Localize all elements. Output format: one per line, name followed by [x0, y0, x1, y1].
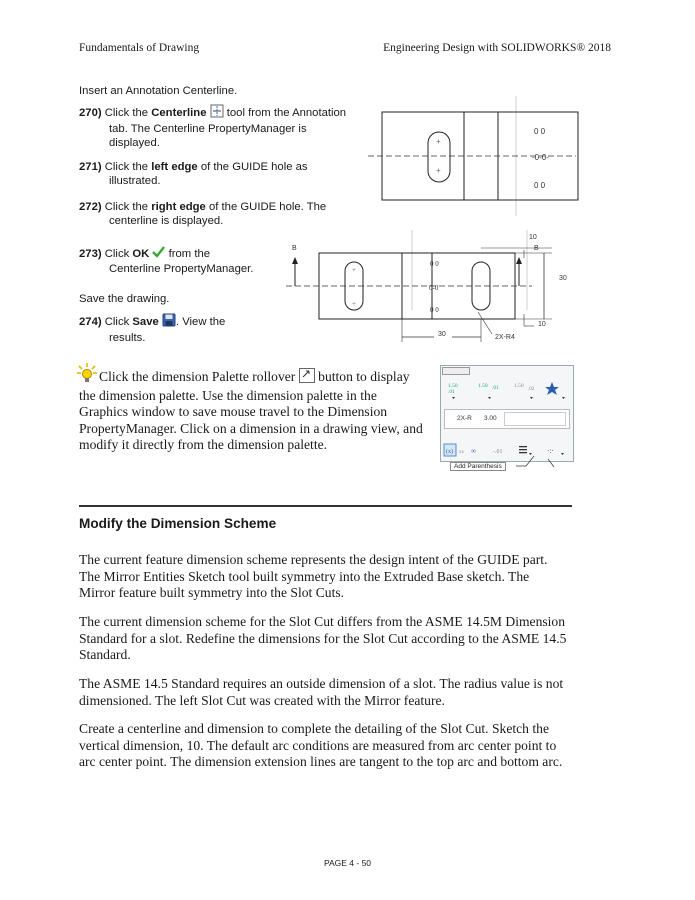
dimension-10-right: 10 [538, 321, 546, 328]
svg-text:1.50: 1.50 [478, 383, 488, 389]
palette-field-prefix[interactable]: 2X-R [457, 415, 472, 422]
svg-text:0 0: 0 0 [430, 306, 439, 314]
step-272: 272) Click the right edge of the GUIDE hole. The centerline is displayed. [79, 201, 327, 227]
add-parenthesis-tooltip: Add Parenthesis [450, 462, 506, 471]
paragraph-3: The ASME 14.5 Standard requires an outside dimension of a slot. The radius value is not dimensioned. The left Slot Cut was created with the Mirror feature. [79, 676, 564, 708]
tip-paragraph: Click the dimension Palette rollover button to display the dimension palette. Use the dimension palette in the Graphics window to save mouse travel to the Dimension PropertyManager. Click on a dimension in a drawing view, and modify it directly from the dimension palette. [79, 368, 423, 452]
svg-text:∞: ∞ [471, 447, 476, 455]
section-divider [79, 505, 572, 507]
save-disk-icon [162, 313, 176, 331]
view-label-b-left: B [292, 245, 297, 252]
paragraph-2: The current dimension scheme for the Slot Cut differs from the ASME 14.5M Dimension Standard for a slot. Redefine the dimensions for the Slot Cut according to the ASME 14.5 Standard. [79, 614, 567, 662]
section-title: Modify the Dimension Scheme [79, 516, 277, 531]
step-274: 274) Click Save . View the results. [79, 313, 299, 345]
svg-text:-.01: -.01 [493, 449, 503, 455]
palette-field-value[interactable]: 3.00 [484, 415, 497, 422]
svg-text:.01: .01 [448, 389, 455, 395]
svg-text:.01: .01 [492, 385, 499, 391]
svg-text:xx: xx [459, 450, 464, 455]
svg-text:0 0: 0 0 [430, 260, 439, 268]
palette-field-empty[interactable] [504, 412, 566, 426]
svg-text:+: + [436, 166, 441, 175]
page-number: PAGE 4 - 50 [323, 858, 372, 868]
svg-text:0 0: 0 0 [534, 181, 546, 190]
dimension-30-bottom: 30 [438, 331, 446, 338]
svg-text:·:·: ·:· [547, 447, 554, 455]
dimension-palette-rollover-icon [299, 368, 315, 388]
save-drawing-text: Save the drawing. [79, 293, 170, 305]
svg-text:(x): (x) [446, 449, 453, 455]
running-header-right: Engineering Design with SOLIDWORKS® 2018 [383, 42, 611, 54]
ok-checkmark-icon [152, 246, 165, 262]
step-270: 270) Click the Centerline tool from the Annotation tab. The Centerline PropertyManager is displayed. [79, 104, 369, 150]
view-label-b-right: B [534, 245, 539, 252]
centerline-tool-icon [210, 104, 224, 122]
svg-text:1.50: 1.50 [514, 383, 524, 389]
svg-text:1.50: 1.50 [448, 383, 458, 389]
dimension-30-right: 30 [559, 275, 567, 282]
step-271: 271) Click the left edge of the GUIDE hole as illustrated. [79, 161, 308, 187]
svg-text:+: + [352, 266, 356, 274]
intro-text: Insert an Annotation Centerline. [79, 85, 238, 97]
svg-text:-0-0-: -0-0- [532, 153, 549, 162]
svg-text:.02: .02 [528, 387, 535, 392]
dimension-2x-r4: 2X-R4 [495, 334, 515, 341]
guide-part-drawing-centerline [366, 96, 598, 216]
svg-text:+: + [436, 137, 441, 146]
palette-tolerance-buttons[interactable] [444, 378, 568, 400]
paragraph-1: The current feature dimension scheme represents the design intent of the GUIDE part. The Mirror Entities Sketch tool built symmetry into the Extruded Base sketch. The Mirror feature built symmetry into the Slot Cuts. [79, 552, 548, 600]
svg-text:0 0: 0 0 [534, 127, 546, 136]
dimension-10-top: 10 [529, 234, 537, 241]
svg-text:0-0: 0-0 [429, 284, 439, 292]
step-273: 273) Click OK from the Centerline PropertyManager. [79, 247, 254, 275]
paragraph-4: Create a centerline and dimension to complete the detailing of the Slot Cut. Sketch the vertical dimension, 10. The default arc conditions are measured from arc center point to arc center point. The dimension extension lines are tangent to the top arc and bottom arc. [79, 721, 563, 769]
svg-text:+: + [352, 300, 356, 308]
dimension-palette-screenshot [440, 365, 572, 475]
palette-grip[interactable] [442, 367, 470, 375]
running-header-left: Fundamentals of Drawing [79, 42, 200, 54]
guide-part-drawing-dimensions [282, 230, 582, 350]
